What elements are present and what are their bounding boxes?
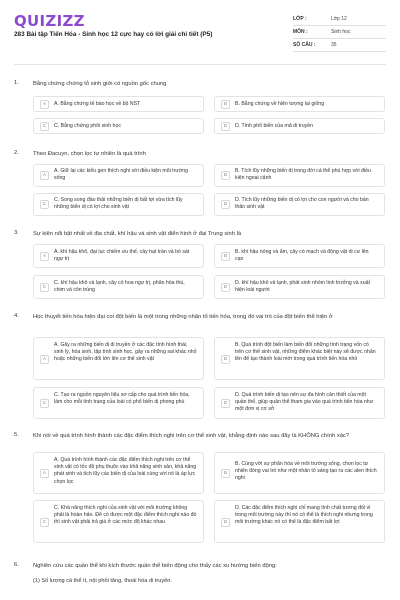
info-row-subject — [293, 26, 386, 39]
option-letter: C — [40, 283, 49, 292]
question-number: 6. — [14, 562, 19, 568]
option-letter: B — [221, 171, 230, 180]
option-c[interactable] — [33, 387, 204, 419]
option-text: C. khí hậu khô và lạnh, cây có hoa ngự trị, phân hóa thú, chim và côn trùng — [54, 280, 185, 294]
option-b[interactable] — [214, 164, 385, 187]
question-text: Bằng chứng chứng tỏ sinh giới có nguồn gốc chung — [33, 81, 167, 87]
question-number: 1. — [14, 80, 19, 86]
option-letter: A — [40, 355, 49, 364]
option-letter: D — [221, 200, 230, 209]
option-text: C. Khả năng thích nghi của sinh vật với môi trường không phải là hoàn hảo. Để có được một đặc điểm thích nghi nào đó thì sinh vật phải trả giá ở các mức độ khác nhau — [54, 505, 197, 526]
option-letter: B — [221, 100, 230, 109]
option-text: B. Quá trình đột biến làm biến đổi những tính trạng vốn có trên cơ thể sinh vật, những điểm khác biệt này sẽ được nhân lên để tạo thành loài mới trong quá trình tiến hóa nhỏ — [235, 342, 376, 363]
quizizz-logo: QUIZIZZ — [14, 12, 85, 30]
info-table — [293, 13, 386, 52]
option-letter: B — [221, 355, 230, 364]
question-2 — [14, 150, 386, 222]
header-divider — [14, 64, 386, 65]
option-b[interactable] — [214, 244, 385, 268]
question-text: Theo Đacuyn, chọn lọc tự nhiên là quá trình — [33, 151, 146, 157]
option-letter: D — [221, 122, 230, 131]
option-letter: B — [221, 469, 230, 478]
option-text: A. khí hậu khô, đại lục chiếm ưu thế, cây hạt trần và bò sát ngự trị — [54, 249, 190, 263]
option-text: B. Cùng với sự phân hóa về môi trường sống, chọn lọc tự nhiên đóng vai trò như một nhân tố sáng tạo ra các alen thích nghi — [235, 461, 377, 482]
option-letter: D — [221, 399, 230, 408]
info-key: MÔN : — [293, 29, 308, 35]
option-c[interactable] — [33, 500, 204, 543]
option-text: A. Bằng chứng tế bào học về bộ NST — [54, 101, 141, 107]
option-text: A. Gây ra những biến dị di truyền ở các đặc tính hình thái, sinh lý, hóa sinh, tập tính sinh học, gây ra những sai khác nhỏ hoặc những biến đổi lớn lên cơ thể sinh vật — [54, 342, 197, 363]
option-d[interactable] — [214, 193, 385, 216]
option-b[interactable] — [214, 96, 385, 112]
question-1 — [14, 80, 386, 140]
document-title: 283 Bài tập Tiến Hóa - Sinh học 12 cực hay có lời giải chi tiết (P5) — [14, 31, 213, 38]
option-text: B. Tích lũy những biến dị trong đời cá thể phù hợp với điều kiện ngoại cảnh — [235, 168, 371, 182]
question-number: 5. — [14, 432, 19, 438]
question-text: Khi nói về quá trình hình thành các đặc điểm thích nghi trên cơ thể sinh vật, khẳng định nào sau đây là KHÔNG chính xác? — [33, 433, 350, 439]
option-text: A. Giữ lại các kiểu gen thích nghi với điều kiện môi trường sống — [54, 168, 188, 182]
page-header — [0, 0, 400, 64]
option-text: C. Bằng chứng phôi sinh học — [54, 123, 121, 129]
info-value: Sinh học — [331, 29, 351, 35]
option-a[interactable] — [33, 244, 204, 268]
info-key: LỚP : — [293, 16, 307, 22]
option-a[interactable] — [33, 452, 204, 494]
info-row-class — [293, 13, 386, 26]
option-text: C. Song song đào thải những biến dị bất lợi vừa tích lũy những biến dị có lợi cho sinh vật — [54, 197, 183, 211]
option-text: D. Quá trình biến dị tạo nên sự đa hình cân thiết của một quần thể, giúp quần thể tham gia vào quá trình tiến hóa như một đơn vị cơ sở — [235, 392, 374, 413]
info-value: Lớp 12 — [331, 16, 347, 22]
option-d[interactable] — [214, 500, 385, 543]
question-number: 4. — [14, 313, 19, 319]
question-text: Nghiên cứu các quần thể khi kích thước quần thể biến động cho thấy các xu hướng biến động: — [33, 563, 277, 569]
option-c[interactable] — [33, 118, 204, 134]
option-d[interactable] — [214, 275, 385, 299]
option-letter: C — [40, 399, 49, 408]
option-letter: D — [221, 518, 230, 527]
option-c[interactable] — [33, 275, 204, 299]
info-value: 35 — [331, 42, 337, 48]
option-letter: D — [221, 283, 230, 292]
option-b[interactable] — [214, 337, 385, 380]
option-letter: A — [40, 171, 49, 180]
info-key: SỐ CÂU : — [293, 42, 316, 48]
statement-line: (1) Số lượng cá thể ít, nội phối tăng, thoái hóa di truyền. — [33, 578, 172, 584]
question-text: Học thuyết tiến hóa hiện đại coi đột biến là một trong những nhân tố tiến hóa, trong đó vai trò của đột biến thể hiện ở — [33, 314, 333, 320]
option-letter: C — [40, 122, 49, 131]
option-d[interactable] — [214, 387, 385, 419]
option-text: D. Các đặc điểm thích nghi chỉ mang tính chất tương đối vì trong môi trường này thì nó có thể là thích nghi nhưng trong môi trường khác nó có thể là đặc điểm bất lợi — [235, 505, 373, 526]
option-letter: A — [40, 100, 49, 109]
option-text: B. Bằng chứng về hiện tượng lại giống — [235, 101, 325, 107]
option-text: D. Tích lũy những biến dị có lợi cho con người và cho bản thân sinh vật — [235, 197, 369, 211]
option-c[interactable] — [33, 193, 204, 216]
option-d[interactable] — [214, 118, 385, 134]
option-letter: A — [40, 469, 49, 478]
option-text: C. Tạo ra nguồn nguyên liệu sơ cấp cho quá trình tiến hóa, làm cho mỗi tính trạng của loài có phổ biến dị phong phú — [54, 392, 190, 406]
option-text: B. khí hậu nóng và ẩm, cây có mạch và động vật di cư lên cạn — [235, 249, 369, 263]
info-row-count — [293, 39, 386, 52]
option-letter: B — [221, 252, 230, 261]
option-text: D. khí hậu khô và lạnh, phát sinh nhóm linh trưởng và xuất hiện loài người — [235, 280, 370, 294]
question-4 — [14, 313, 386, 423]
option-a[interactable] — [33, 164, 204, 187]
question-3 — [14, 230, 386, 308]
option-text: A. Quá trình hình thành các đặc điểm thích nghi trên cơ thể sinh vật có tốc độ phụ thuộc vào khả năng sinh sản, khả năng phát sinh và tích lũy các biến dị của loài cùng với nó là áp lực chọn lọc — [54, 457, 197, 485]
question-5 — [14, 432, 386, 582]
question-text: Sự kiện nổi bật nhất về địa chất, khí hậu và sinh vật điển hình ở đại Trung sinh là — [33, 231, 242, 237]
option-letter: C — [40, 200, 49, 209]
option-a[interactable] — [33, 337, 204, 380]
option-letter: A — [40, 252, 49, 261]
option-a[interactable] — [33, 96, 204, 112]
question-number: 3. — [14, 230, 19, 236]
option-letter: C — [40, 518, 49, 527]
option-b[interactable] — [214, 452, 385, 494]
option-text: D. Tính phổ biến của mã di truyền — [235, 123, 314, 129]
question-number: 2. — [14, 150, 19, 156]
